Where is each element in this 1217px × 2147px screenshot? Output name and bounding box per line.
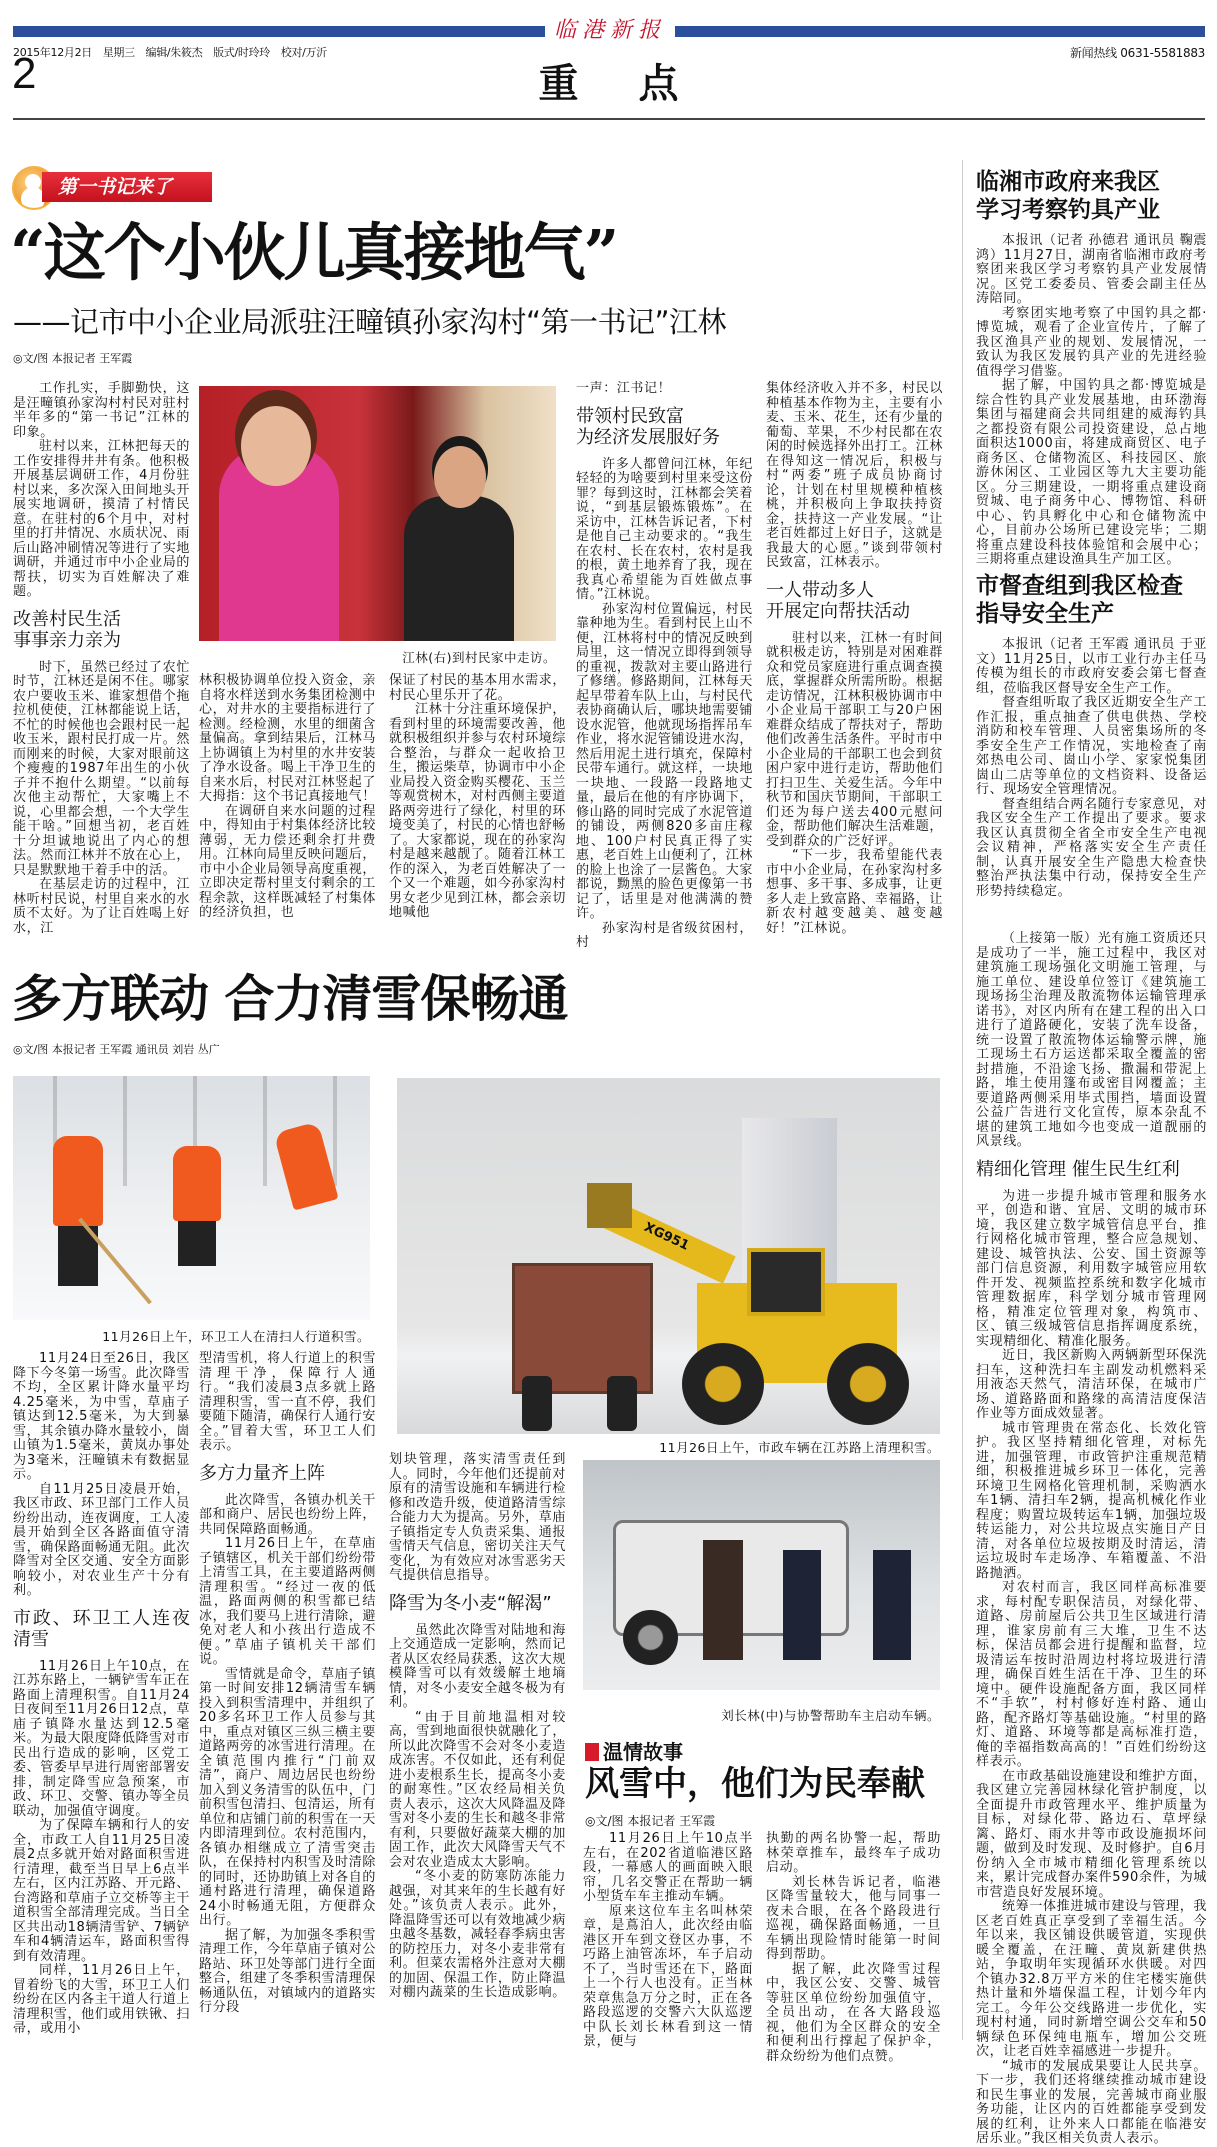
workers-photo — [13, 1076, 370, 1320]
paragraph: 督查组结合两名随行专家意见，对我区安全生产工作提出了要求。要求我区认真贯彻全省全市安全生产电视会议精神，严格落实安全生产责任制，认真开展安全生产隐患大检查快整治严执法集中行动，保持安全生产形势持续稳定。 — [976, 796, 1207, 899]
article3-column-2 — [766, 1832, 941, 2064]
paragraph: “由于目前地温相对较高，雪到地面很快就融化了，所以此次降雪不会对冬小麦造成冻害。不仅如此，还有利促进小麦根系生长，提高冬小麦的耐寒性。”区农经局相关负责人表示，这次大风降温及降雪对冬小麦的生长和越冬非常有利，只要做好蔬菜大棚的加固工作，此次大风降雪天气不会对农业造成太大影响。 — [389, 1709, 566, 1870]
paragraph: 自11月25日凌晨开始，我区市政、环卫部门工作人员纷纷出动，连夜调度，工人凌晨开始到全区各路面值守清雪，确保路面畅通无阻。此次降雪对全区交通、安全方面影响较小，对农业生产十分有利。 — [13, 1481, 190, 1598]
loader-plate: XG951 — [641, 1219, 692, 1254]
sidebar-article-city — [976, 932, 1207, 2147]
subheading: 临湘市政府来我区 学习考察钓具产业 — [976, 168, 1160, 223]
paragraph: 孙家沟村是省级贫困村，村 — [576, 920, 753, 950]
article1-column-5 — [766, 382, 943, 936]
newspaper-logo: 临港新报 — [545, 14, 675, 48]
paragraph: 统筹一体推进城市建设与管理，我区老百姓真正享受到了幸福生活。今年以来，我区铺设供暖管道，实现供暖全覆盖，在汪疃、黄岚新建供热站，争取明年实现循环水供暖。对四个镇办32.8万平方米的住宅楼实施供热计量和外墙保温工程，计划今年内完工。今年公交线路进一步优化，实现村村通，同时新增空调公交车和50辆绿色环保纯电瓶车，增加公交班次，让老百姓幸福感进一步提升。 — [976, 1899, 1207, 2059]
paragraph: 11月24日至26日，我区降下今冬第一场雪。此次降雪不均，全区累计降水量平均4.25毫米，为中雪，草庙子镇达到12.5毫米，为大到暴雪，其余镇办降水量较小，崮山镇为1.5毫米，黄岚办事处为3毫米，汪疃镇未有数据显示。 — [13, 1351, 190, 1482]
truck-wheel-right — [607, 1376, 637, 1431]
sidebar-divider — [962, 160, 963, 2040]
paragraph: 驻村以来，江林把每天的工作安排得井井有条。他积极开展基层调研工作，4月份驻村以来，多次深入田间地头开展实地调研，摸清了村情民意。在驻村的6个月中，对村里的打井情况、水质状况、雨后山路冲刷情况等进行了实地调研，并通过市中小企业局的帮扶，切实为百姓解决了难题。 — [13, 439, 190, 599]
paragraph: 孙家沟村位置偏远，村民靠种地为生。看到村民上山不便，江林将村中的情况反映到局里，这一情况立即得到领导的重视，拨款对主要山路进行了修缮。修路期间，江林每天起早带着车队上山，与村民代表协商确认后，哪块地需要铺设水泥管，他就现场指挥吊车作业，将水泥管铺设进水沟，然后用泥土进行填充，保障村民带车通行。就这样，一块地一块地、一段路一段路地丈量，最后在他的有序协调下，修山路的同时完成了水泥管道的铺设，两侧820多亩庄稼地、100户村民真正得了实惠，老百姓上山便利了，江林的脸上也涂了一层酱色。大家都说，黝黑的脸色更像第一书记了，话里是对他满满的赞许。 — [576, 601, 753, 921]
article1-byline: ◎文/图 本报记者 王军霞 — [13, 352, 133, 365]
article1-title: “这个小伙儿真接地气” — [10, 216, 618, 289]
paragraph: 同样，11月26日上午，冒着纷飞的大雪，环卫工人们纷纷在区内各主干道人行道上清理积雪，他们或用铁锹、扫帚，或用小 — [13, 1963, 190, 2036]
paragraph: 型清雪机，将人行道上的积雪清理干净，保障行人通行。“我们凌晨3点多就上路清理积雪，雪一直不停，我们要随下随清，确保行人通行安全。”冒着大雪，环卫工人们表示。 — [199, 1351, 376, 1453]
subheading: 降雪为冬小麦“解渴” — [389, 1592, 552, 1614]
loader-wheel-front — [682, 1343, 764, 1425]
paragraph: 工作扎实，手脚勤快，这是汪疃镇孙家沟村村民对驻村半年多的“第一书记”江林的印象。 — [13, 381, 190, 440]
paragraph: 在基层走访的过程中，江林听村民说，村里自来水的水质不太好。为了让百姓喝上好水，江 — [13, 877, 190, 936]
driver-figure — [703, 1540, 743, 1660]
paragraph: 据了解，为加强冬季积雪清理工作，今年草庙子镇对公路站、环卫处等部门进行全面整合，组建了冬季积雪清理保畅通队伍，对镇域内的道路实行分段 — [199, 1927, 376, 2015]
police-figure-2 — [873, 1550, 911, 1660]
paragraph: 考察团实地考察了中国钓具之都·博览城，观看了企业宣传片，了解了我区渔具产业的规划、发展情况，一致认为我区发展钓具产业的先进经验值得学习借鉴。 — [976, 305, 1207, 379]
loader-bucket — [587, 1183, 632, 1228]
article3-byline: ◎文/图 本报记者 王军霞 — [585, 1814, 716, 1828]
article2-byline: ◎文/图 本报记者 王军霞 通讯员 刘岩 丛广 — [13, 1043, 220, 1056]
article2-column-1 — [13, 1352, 190, 2037]
paragraph: 城市管理贵在常态化、长效化管护。我区坚持精细化管理，对标先进，加强管理，市政管护注重规范精细，积极推进城乡环卫一体化，完善环境卫生网格化管理机制，采购洒水车1辆、清扫车2辆，提高机械化作业程度；购置垃圾转运车1辆，加强垃圾转运能力，对公共垃圾点实施日产日清，对各单位垃圾按期及时清运，清运垃圾时车走场净、车箱覆盖、不沿路抛洒。 — [976, 1420, 1207, 1581]
paragraph: 雪情就是命令，草庙子镇第一时间安排12辆清雪车辆投入到积雪清理中，并组织了20多名环卫工作人员参与其中，重点对镇区三纵三横主要道路两旁的冰雪进行清理。在全镇范围内推行“门前双清”，商户、周边居民也纷纷加入到义务清雪的队伍中，门前积雪包清扫、包清运，所有单位和店铺门前的积雪在一天内即清理到位。农村范围内，各镇办相继成立了清雪突击队，在保持村内积雪及时清除的同时，还协助镇上对各自的通村路进行清理，确保道路24小时畅通无阻，方便群众出行。 — [199, 1666, 376, 1928]
paragraph: 驻村以来，江林一有时间就积极走访，特别是对困难群众和党员家庭进行重点调查摸底，掌握群众所需所盼。根据走访情况，江林积极协调市中小企业局干部职工与20户困难群众结成了帮扶对子，帮助他们改善生活条件。平时市中小企业局的干部职工也会到贫困户家中进行走访，帮助他们打扫卫生、关爱生活。今年中秋节和国庆节期间，干部职工们还为每户送去400元慰问金，帮助他们解决生活难题，受到群众的广泛好评。 — [766, 630, 943, 849]
paragraph: 执勤的两名协警一起，帮助林荣章推车，最终车子成功启动。 — [766, 1831, 941, 1875]
paragraph: “冬小麦的防寒防冻能力越强，对其来年的生长越有好处。”该负责人表示。此外，降温降雪还可以有效地减少病虫越冬基数，减轻春季病虫害的防控压力，对冬小麦非常有利。但菜农需格外注意对大棚的加固、保温工作，防止降温对棚内蔬菜的生长造成影响。 — [389, 1869, 566, 2000]
paragraph: “下一步，我希望能代表市中小企业局，在孙家沟村多想事、多干事、多成事，让更多人走上致富路、幸福路，让新农村越变越美、越变越好！”江林说。 — [766, 848, 943, 936]
paragraph: 督查组听取了我区近期安全生产工作汇报，重点抽查了供电供热、学校消防和校车管理、人员密集场所的冬季安全生产工作情况，实地检查了南郊热电公司、崮山小学、家家悦集团崮山二店等单位的文档资料、设备运行、现场安全管理情况。 — [976, 695, 1207, 797]
paragraph: 本报讯（记者 孙德君 通讯员 鞠震鸿）11月27日，湖南省临湘市政府考察团来我区学习考察钓具产业发展情况。区党工委委员、管委会副主任丛涛陪同。 — [976, 233, 1207, 306]
header-divider — [13, 118, 1205, 120]
article1-column-2 — [199, 674, 376, 921]
warm-story-tag — [585, 1736, 683, 1765]
paragraph: 本报讯（记者 王军霞 通讯员 于亚文）11月25日，以市工业行办主任马传模为组长的市政府安委会第七督查组，莅临我区督导安全生产工作。 — [976, 637, 1207, 696]
worker-1 — [53, 1136, 103, 1226]
subheading: 一人带动多人 开展定向帮扶活动 — [766, 579, 910, 622]
car-photo — [583, 1460, 940, 1690]
page-number: 2 — [12, 49, 37, 98]
truck-wheel — [623, 1610, 678, 1665]
loader-cab — [747, 1248, 825, 1316]
subheading: 精细化管理 催生民生红利 — [976, 1158, 1180, 1180]
paragraph: 许多人都曾问江林，年纪轻轻的为啥要到村里来受这份罪？每到这时，江林都会笑着说，“到基层锻炼锻炼”。在采访中，江林告诉记者，下村是他自己主动要求的。“我生在农村、长在农村，农村是我的根，黄土地养育了我，现在我真心希望能为百姓做点事情。”江林说。 — [576, 456, 753, 602]
paragraph: （上接第一版）光有施工资质还只是成功了一半，施工过程中，我区对建筑施工现场强化文明施工管理，与施工单位、建设单位签订《建筑施工现场扬尘治理及散流物体运输管理承诺书》，对区内所有在建工程的出入口进行了道路硬化，安装了洗车设备，统一设置了散流物体运输警示牌，施工现场土石方运送都采取全覆盖的密封措施，不沿途飞扬、撒漏和带泥上路，堆土使用篷布或密目网覆盖；主要道路两侧采用毕式围挡，墙面设置公益广告进行文化宣传，原本杂乱不堪的建筑工地如今也变成一道靓丽的风景线。 — [976, 931, 1207, 1149]
date-editor-line: 2015年12月2日 星期三 编辑/朱筱杰 版式/时玲玲 校对/万沂 — [13, 46, 327, 59]
paragraph: “城市的发展成果要让人民共享。下一步，我们还将继续推动城市建设和民生事业的发展，完善城市商业服务功能，让区内的百姓都能享受到发展的红利，让外来人口都能在临港安居乐业。”我区相关负责人表示。 — [976, 2058, 1207, 2146]
news-hotline: 新闻热线 0631-5581883 — [1069, 46, 1205, 60]
section-title: 重点 — [538, 61, 739, 107]
article1-column-4 — [576, 382, 753, 951]
worker-2-legs — [178, 1221, 216, 1266]
dump-truck — [512, 1263, 653, 1394]
article1-subtitle: ——记市中小企业局派驻汪疃镇孙家沟村“第一书记”江林 — [13, 305, 727, 339]
paragraph: 原来这位车主名叫林荣章，是蔦泊人，此次经由临港区开车到文登区办事，不巧路上油管冻坏，车子启动不了，当时雪还在下，路面上一个行人也没有。正当林荣章焦急万分之时，正在各路段巡逻的交警六大队巡逻中队长刘长林看到这一情景，便与 — [583, 1903, 753, 2049]
paragraph: 近日，我区新购入两辆新型环保洗扫车，这种洗扫车主副发动机燃料采用液态天然气，清洁环保，在城市广场、道路路面和路缘的高清洁度保洁作业等方面成效显著。 — [976, 1348, 1207, 1421]
paragraph: 时下，虽然已经过了农忙时节，江林还是闲不住。哪家农户要收玉米、谁家想借个拖拉机使使，江林都能说上话，不忙的时候他也会跟村民一起收玉米，跟村民打成一片。然而刚来的时候，大家对眼前这个瘦瘦的1987年出生的小伙子并不抱什么期望。“以前每次他主动帮忙，大家嘴上不说，心里都会想，一个大学生能干啥。”回想当初，老百姓十分坦诚地说出了内心的想法。然而江林并不放在心上，只是默默地干着手中的活。 — [13, 659, 190, 878]
paragraph: 11月26日上午10点半左右，在202省道临港区路段，一幕感人的画面映入眼帘，几名交警正在帮助一辆小型货车车主推动车辆。 — [583, 1831, 753, 1904]
subheading: 改善村民生活 事事亲力亲为 — [13, 608, 121, 651]
article1-column-1 — [13, 382, 190, 936]
paragraph: 对农村而言，我区同样高标准要求，每村配专职保洁员，对绿化带、道路、房前屋后公共卫生区域进行清理，谁家房前有三大堆，卫生不达标，保洁员都会进行提醒和监督，垃圾清运车按时沿周边村将垃圾进行清理，确保百姓生活在干净、卫生的环境中。硬件设施配备方面，我区同样不“手软”，村村修好连村路、通山路，配齐路灯等基础设施。“村里的路灯、道路、环境等都是高标准打造，俺的幸福指数高高的！”百姓们纷纷这样表示。 — [976, 1580, 1207, 1769]
paragraph: 林积极协调单位投入资金，亲自将水样送到水务集团检测中心，对井水的主要指标进行了检测。经检测，水里的细菌含量偏高。拿到结果后，江林马上协调镇上为村里的水井安装了净水设备。喝上干净卫生的自来水后，村民对江林竖起了大拇指：这个书记真接地气！ — [199, 673, 376, 804]
paragraph: 为进一步提升城市管理和服务水平，创造和谐、宜居、文明的城市环境，我区建立数字城管信息平台，推行网格化城市管理，整合应急规划、建设、城管执法、公安、国土资源等部门信息资源，利用数字城管应用软件开发、视频监控系统和数字化城市管理数据库，科学划分城市管理网格，精准定位管理对象，构筑市、区、镇三级城管信息指挥调度系统，实现精细化、精准化服务。 — [976, 1188, 1207, 1349]
workers-photo-caption: 11月26日上午，环卫工人在清扫人行道积雪。 — [102, 1329, 370, 1344]
paragraph: 为了保障车辆和行人的安全，市政工人自11月25日凌晨2点多就开始对路面积雪进行清理，截至当日早上6点半左右，区内江苏路、开元路、台湾路和草庙子立交桥等主干道积雪全部清理完成。当日全区共出动18辆清雪铲、7辆铲车和4辆清运车，路面积雪得到有效清理。 — [13, 1818, 190, 1964]
paragraph: 江林十分注重环境保护，看到村里的环境需要改善，他就积极组织并参与农村环境综合整治，与群众一起收拾卫生，搬运柴草，协调市中小企业局投入资金购买樱花、玉兰等观赏树木，对村西侧主要道路两旁进行了绿化，村里的环境变美了，村民的心情也舒畅了。大家都说，现在的孙家沟村是越来越靓了。随着江林工作的深入，为老百姓解决了一个又一个难题，如今孙家沟村男女老少见到江林，都会亲切地喊他 — [389, 702, 566, 920]
jianglin-figure — [404, 496, 514, 641]
worker-2 — [173, 1146, 221, 1221]
paragraph: 11月26日上午10点，在江苏东路上，一辆铲雪车正在路面上清理积雪。自11月24日夜间至11月26日12点，草庙子镇降水量达到12.5毫米。为最大限度降低降雪对市民出行造成的影响，区党工委、管委早早进行周密部署安排，制定降雪应急预案，市政、环卫、交警、镇办等全员联动，加强值守调度。 — [13, 1658, 190, 1819]
article2-title: 多方联动 合力清雪保畅通 — [12, 969, 568, 1028]
subheading: 市督查组到我区检查 指导安全生产 — [976, 572, 1183, 627]
article2-column-3 — [389, 1453, 566, 2001]
red-square-icon — [585, 1743, 599, 1761]
article1-column-3 — [389, 674, 566, 921]
subheading: 多方力量齐上阵 — [199, 1462, 325, 1484]
subheading: 市政、环卫工人连夜清雪 — [13, 1607, 190, 1650]
paragraph: 在市政基础设施建设和维护方面，我区建立完善园林绿化管护制度，以全面提升市政管理水平、维护质量为目标，对绿化带、路边石、草坪绿篱、路灯、雨水井等市政设施损坏问题，做到及时发现、及时修护。自6月份纳入全市城市精细化管理系统以来，累计完成督办案件590余件，为城市营造良好发展环境。 — [976, 1768, 1207, 1900]
article2-column-2 — [199, 1352, 376, 2016]
paragraph: 据了解，中国钓具之都·博览城是综合性钓具产业发展基地，由环渤海集团与福建商会共同组建的威海钓具之都投资有限公司投资建设，总占地面积达1000亩，将建成商贸区、电子商务区、仓储物流区、科技园区、旅游休闲区、工业园区等九大主要功能区。分三期建设，一期将重点建设商贸城、电子商务中心、博物馆、科研中心、钓具孵化中心和仓储物流中心，目前办公场所已建设完毕；二期将重点建设科技体验馆和会展中心；三期将重点建设渔具生产加工区。 — [976, 378, 1207, 567]
paragraph: 一声：江书记！ — [576, 381, 672, 396]
article3-column-1 — [583, 1832, 753, 2050]
paragraph: 划块管理，落实清雪责任到人。同时，今年他们还提前对原有的清雪设施和车辆进行检修和改造升级，使道路清雪综合能力大为提高。另外，草庙子镇指定专人负责采集、通报雪情天气信息，密切关注天气变化，为有效应对冰雪恶劣天气提供信息指导。 — [389, 1452, 566, 1583]
article3-title: 风雪中，他们为民奉献 — [585, 1764, 925, 1804]
jianglin-head — [434, 446, 486, 508]
sidebar-article-fishing — [976, 168, 1207, 568]
loader-photo — [397, 1078, 940, 1434]
paragraph: 刘长林告诉记者，临港区降雪量较大，他与同事一夜未合眼，在各个路段进行巡视，确保路面畅通，一旦车辆出现险情时能第一时间得到帮助。 — [766, 1874, 941, 1962]
car-photo-caption: 刘长林(中)与协警帮助车主启动车辆。 — [721, 1708, 940, 1723]
villager-head — [241, 406, 311, 486]
subheading: 带领村民致富 为经济发展服好务 — [576, 405, 720, 448]
paragraph: 在调研自来水问题的过程中，得知由于村集体经济比较薄弱，无力偿还剩余打井费用。江林向局里反映问题后，市中小企业局领导高度重视，立即决定帮村里支付剩余的工程余款，这样既减轻了村集体的经济负担，也 — [199, 803, 376, 920]
police-figure-1 — [783, 1550, 821, 1660]
article1-photo-caption: 江林(右)到村民家中走访。 — [402, 650, 556, 665]
paragraph: 11月26日上午，在草庙子镇辖区，机关干部们纷纷带上清雪工具，在主要道路两侧清理积雪。“经过一夜的低温，路面两侧的积雪都已结冰，我们要马上进行清除，避免对老人和小孩出行造成不便。”草庙子镇机关干部们说。 — [199, 1536, 376, 1667]
truck-wheel-left — [522, 1376, 552, 1431]
paragraph: 此次降雪，各镇办机关干部和商户、居民也纷纷上阵，共同保障路面畅通。 — [199, 1492, 376, 1537]
loader-photo-caption: 11月26日上午，市政车辆在江苏路上清理积雪。 — [659, 1440, 940, 1455]
article1-photo — [199, 386, 556, 641]
paragraph: 据了解，此次降雪过程中，我区公安、交警、城管等驻区单位纷纷加强值守，全员出动，在各大路段巡视，他们为全区群众的安全和便利出行撑起了保护伞，群众纷纷为他们点赞。 — [766, 1961, 941, 2064]
badge-label: 第一书记来了 — [42, 172, 212, 202]
loader-wheel-rear — [827, 1343, 909, 1425]
paragraph: 保证了村民的基本用水需求，村民心里乐开了花。 — [389, 673, 566, 703]
tag-label: 温情故事 — [603, 1740, 683, 1764]
column-badge — [12, 166, 212, 208]
sidebar-article-safety — [976, 572, 1207, 899]
paragraph: 虽然此次降雪对陆地和海上交通造成一定影响，然而记者从区农经局获悉，这次大规模降雪可以有效缓解土地墒情，对冬小麦安全越冬极为有利。 — [389, 1622, 566, 1710]
paragraph: 集体经济收入并不多，村民以种植基本作物为主，主要有小麦、玉米、花生，还有少量的葡萄、苹果，不少村民都在农闲的时候选择外出打工。江林在得知这一情况后，积极与村“两委”班子成员协商讨论，计划在村里规模种植核桃，并积极向上争取扶持资金，扶持这一产业发展。“让老百姓都过上好日子，这就是我最大的心愿。”谈到带领村民致富，江林表示。 — [766, 381, 943, 570]
